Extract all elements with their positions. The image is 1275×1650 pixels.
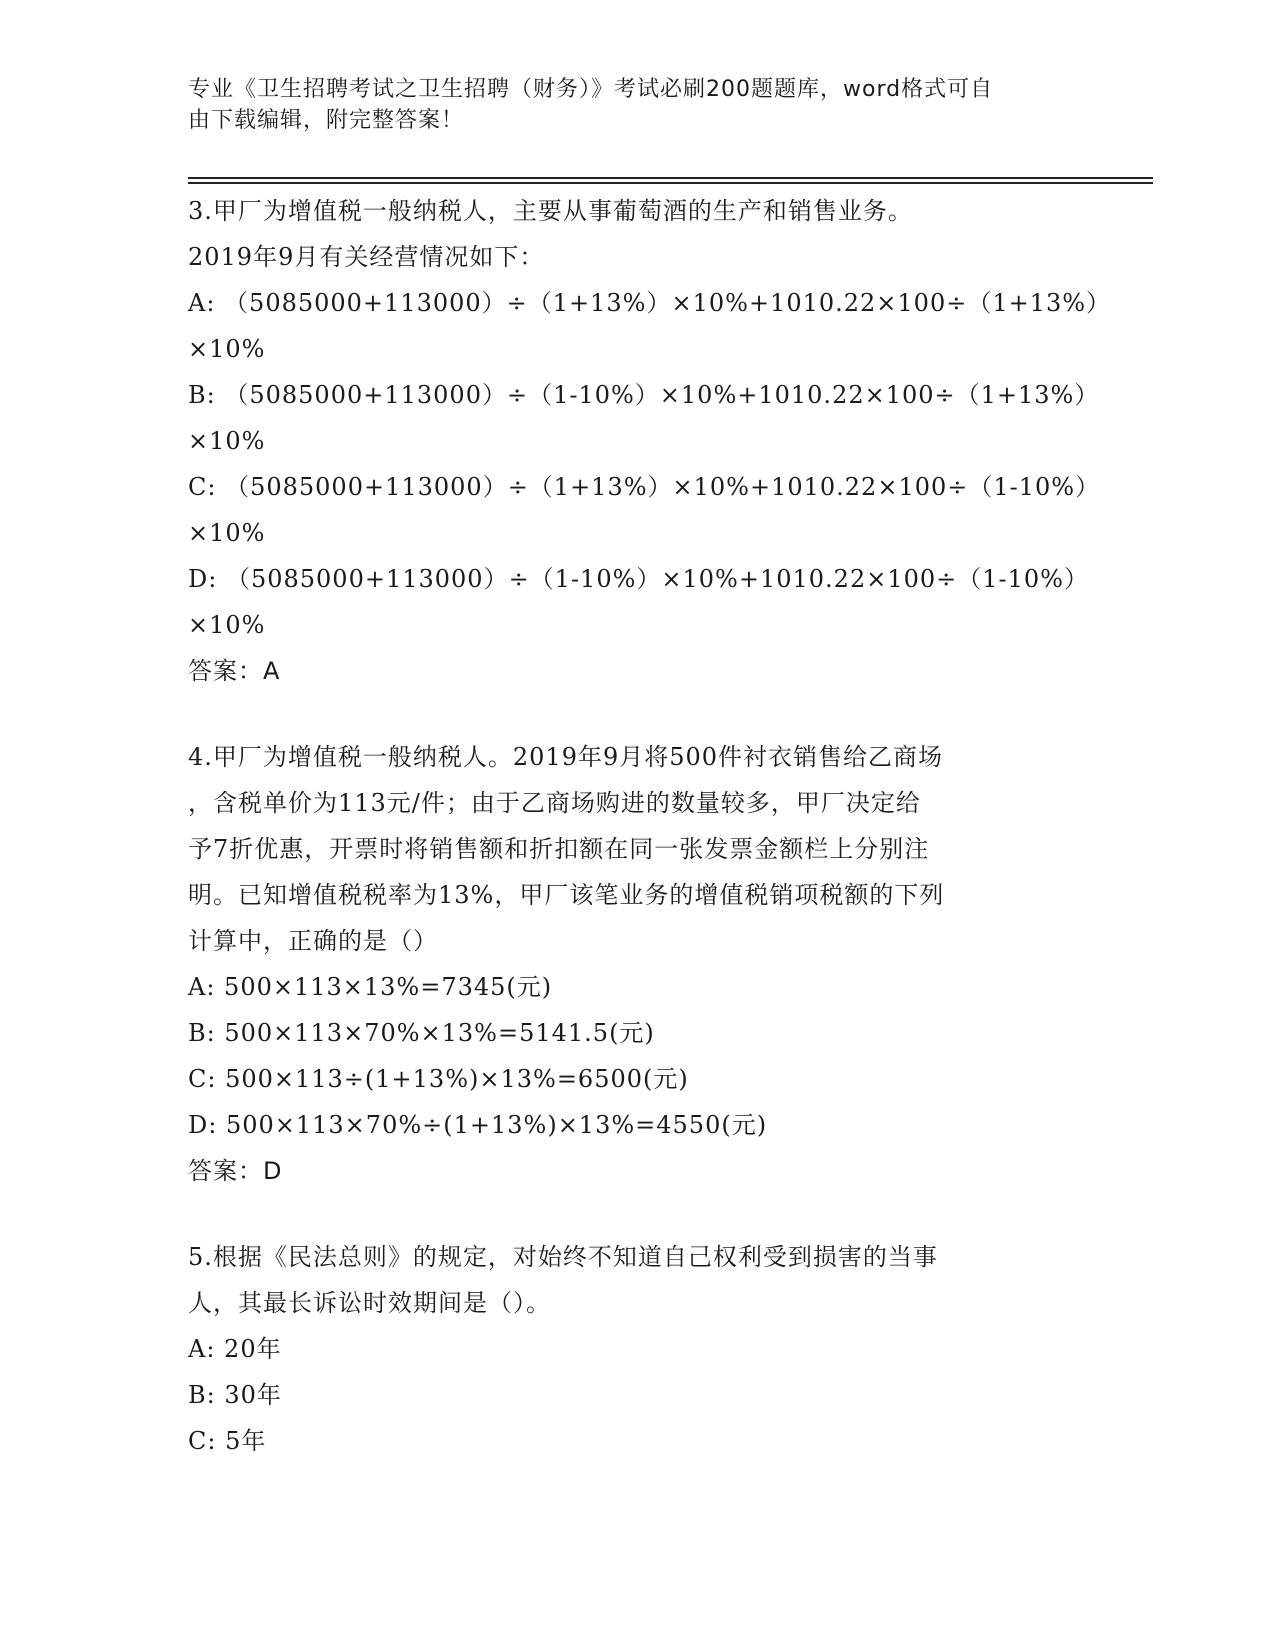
header-divider: [188, 182, 1153, 184]
option-d: D: （5085000+113000）÷（1-10%）×10%+1010.22×100÷（1-10%）: [188, 565, 1089, 593]
header-line: 由下载编辑，附完整答案！: [188, 108, 465, 133]
header-line: 专业《卫生招聘考试之卫生招聘（财务）》考试必刷200题题库，word格式可自: [188, 77, 994, 102]
answer-label: 答案：D: [188, 1157, 283, 1185]
option-d: D: 500×113×70%÷(1+13%)×13%=4550(元): [188, 1111, 768, 1139]
question-text: 2019年9月有关经营情况如下：: [188, 243, 545, 271]
option-b: B: 500×113×70%×13%=5141.5(元): [188, 1019, 655, 1047]
question-text: 明。已知增值税税率为13%，甲厂该笔业务的增值税销项税额的下列: [188, 881, 945, 909]
option-c-continued: ×10%: [188, 519, 266, 547]
answer-label: 答案：A: [188, 657, 281, 685]
question-block: [188, 188, 1112, 694]
spacer: [188, 694, 1088, 734]
option-a: A: 20年: [188, 1335, 282, 1363]
question-text: 4.甲厂为增值税一般纳税人。2019年9月将500件衬衣销售给乙商场: [188, 743, 944, 771]
question-text: ，含税单价为113元/件；由于乙商场购进的数量较多，甲厂决定给: [188, 789, 921, 817]
question-text: 计算中，正确的是（）: [188, 927, 438, 955]
option-b: B: 30年: [188, 1381, 282, 1409]
option-a: A: 500×113×13%=7345(元): [188, 973, 553, 1001]
option-b: B: （5085000+113000）÷（1-10%）×10%+1010.22×100÷（1+13%）: [188, 381, 1100, 409]
option-c: C: 500×113÷(1+13%)×13%=6500(元): [188, 1065, 689, 1093]
question-text: 3.甲厂为增值税一般纳税人，主要从事葡萄酒的生产和销售业务。: [188, 197, 913, 225]
page-header: [188, 74, 1068, 136]
option-d-continued: ×10%: [188, 611, 266, 639]
option-b-continued: ×10%: [188, 427, 266, 455]
question-block: [188, 1234, 1088, 1464]
header-divider: [188, 177, 1153, 179]
question-text: 5.根据《民法总则》的规定，对始终不知道自己权利受到损害的当事: [188, 1243, 938, 1271]
option-c: C: （5085000+113000）÷（1+13%）×10%+1010.22×100÷（1-10%）: [188, 473, 1101, 501]
question-text: 人，其最长诉讼时效期间是（）。: [188, 1289, 551, 1317]
question-text: 予7折优惠，开票时将销售额和折扣额在同一张发票金额栏上分别注: [188, 835, 930, 863]
option-c: C: 5年: [188, 1427, 267, 1455]
spacer: [188, 1194, 1088, 1234]
question-list: [188, 188, 1112, 1464]
question-block: [188, 734, 1088, 1194]
option-a-continued: ×10%: [188, 335, 266, 363]
option-a: A: （5085000+113000）÷（1+13%）×10%+1010.22×100÷（1+13%）: [188, 289, 1112, 317]
